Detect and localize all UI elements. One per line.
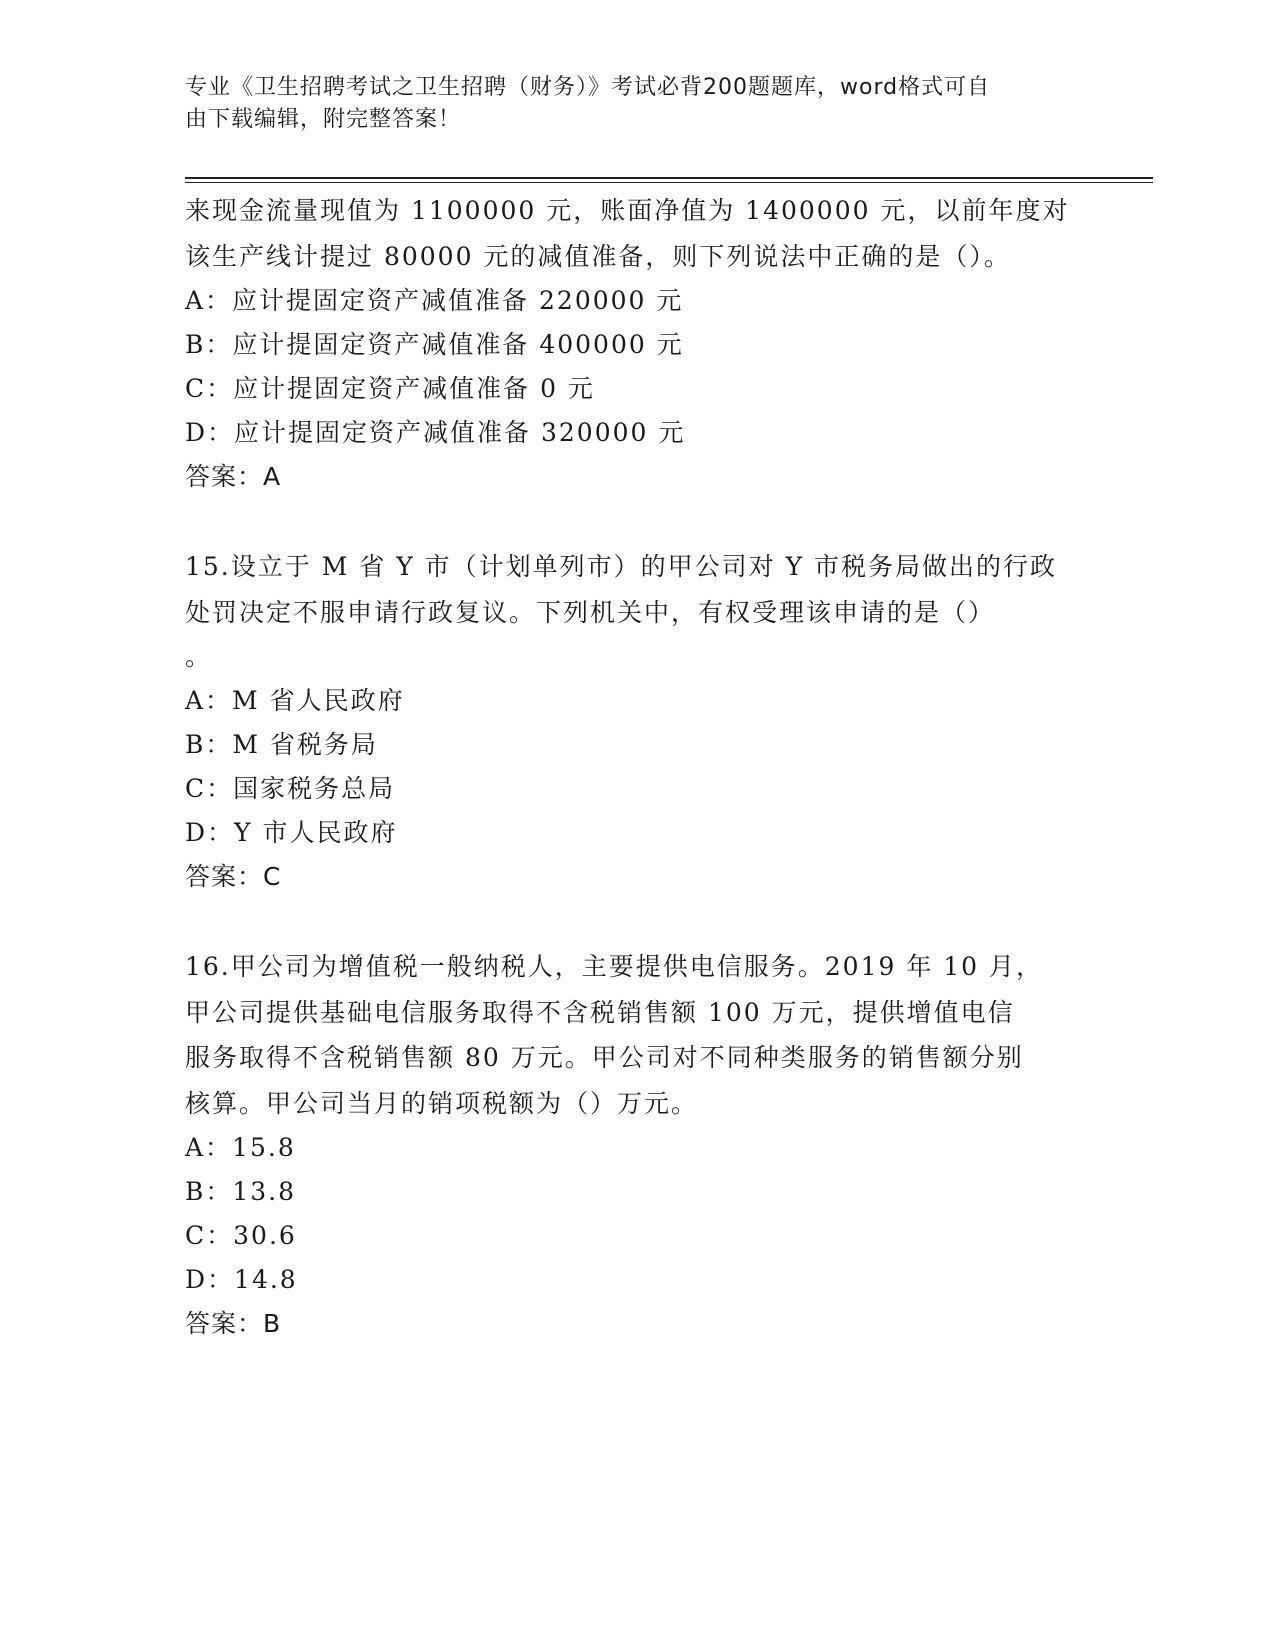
option-b: B：13.8 xyxy=(185,1177,297,1206)
answer-line: 答案：A xyxy=(185,462,282,491)
option-a: A：15.8 xyxy=(185,1133,296,1162)
option-a: A：M 省人民政府 xyxy=(185,686,405,715)
question-15 xyxy=(185,544,1085,899)
option-d: D：应计提固定资产减值准备 320000 元 xyxy=(185,418,686,447)
question-content xyxy=(185,188,1085,1346)
question-stem-line: 处罚决定不服申请行政复议。下列机关中，有权受理该申请的是（） xyxy=(185,597,996,627)
option-c: C：应计提固定资产减值准备 0 元 xyxy=(185,374,595,403)
question-stem-line: 该生产线计提过 80000 元的减值准备，则下列说法中正确的是（）。 xyxy=(185,241,1011,271)
question-stem-line: 甲公司提供基础电信服务取得不含税销售额 100 万元，提供增值电信 xyxy=(185,997,1015,1027)
document-header xyxy=(185,72,1065,136)
option-c: C：30.6 xyxy=(185,1221,297,1250)
question-stem-line: 16.甲公司为增值税一般纳税人，主要提供电信服务。2019 年 10 月， xyxy=(185,952,1044,981)
question-stem-line: 核算。甲公司当月的销项税额为（）万元。 xyxy=(185,1088,699,1118)
option-d: D：Y 市人民政府 xyxy=(185,818,398,847)
option-b: B：M 省税务局 xyxy=(185,730,378,759)
option-c: C：国家税务总局 xyxy=(185,774,396,803)
header-divider-thin xyxy=(185,182,1153,183)
header-line-2: 由下载编辑，附完整答案！ xyxy=(185,107,462,132)
answer-line: 答案：B xyxy=(185,1309,282,1338)
option-d: D：14.8 xyxy=(185,1265,298,1294)
question-stem-line: 服务取得不含税销售额 80 万元。甲公司对不同种类服务的销售额分别 xyxy=(185,1043,1024,1072)
question-14 xyxy=(185,188,1085,499)
spacer xyxy=(185,899,1085,944)
header-line-1: 专业《卫生招聘考试之卫生招聘（财务）》考试必背200题题库，word格式可自 xyxy=(185,75,991,100)
question-16 xyxy=(185,944,1085,1346)
question-stem-line: 。 xyxy=(185,642,213,671)
question-stem-line: 来现金流量现值为 1100000 元，账面净值为 1400000 元，以前年度对 xyxy=(185,196,1070,225)
answer-line: 答案：C xyxy=(185,862,282,891)
spacer xyxy=(185,499,1085,544)
question-stem-line: 15.设立于 M 省 Y 市（计划单列市）的甲公司对 Y 市税务局做出的行政 xyxy=(185,552,1058,581)
header-divider-thick xyxy=(185,177,1153,179)
option-a: A：应计提固定资产减值准备 220000 元 xyxy=(185,286,684,315)
option-b: B：应计提固定资产减值准备 400000 元 xyxy=(185,330,684,359)
